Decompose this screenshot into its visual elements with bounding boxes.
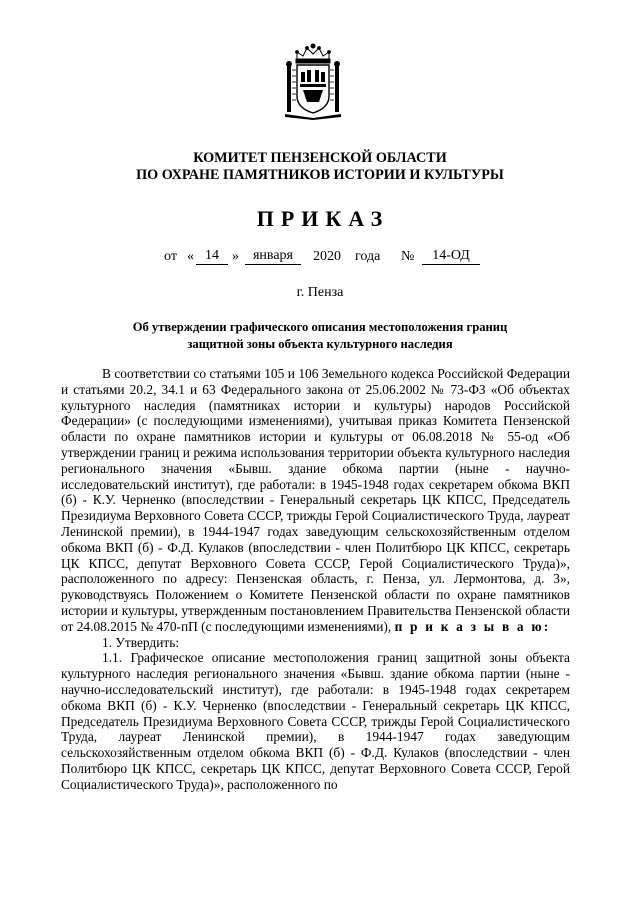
quote-close: » bbox=[232, 249, 239, 264]
organization-name-line2: ПО ОХРАНЕ ПАМЯТНИКОВ ИСТОРИИ И КУЛЬТУРЫ bbox=[136, 167, 504, 183]
document-body bbox=[61, 366, 570, 793]
date-month: января bbox=[245, 248, 301, 265]
preamble-text: В соответствии со статьями 105 и 106 Земельного кодекса Российской Федерации и статьями 20.2, 34.1 и 63 Федерального закона от 25.06.2002 № 73-ФЗ «Об объектах культурного наследия (памятниках истории и культуры) народов Российской Федерации» (с последующими изменениями), учитывая приказ Комитета Пензенской области по охране памятников истории и культуры от 06.08.2018 № 55-од «Об утверждении границ и режима использования территории объекта культурного наследия регионального значения «Бывш. здание обкома партии (ныне - научно-исследовательский институт), где работали: в 1945-1948 годах секретарем обкома ВКП (б) - К.У. Черненко (впоследствии - Генеральный секретарь ЦК КПСС, Председатель Президиума Верховного Совета СССР, трижды Герой Социалистического Труда, лауреат Ленинской премии), в 1944-1947 годах заведующим сельскохозяйственным отделом обкома ВКП (б) - Ф.Д. Кулаков (впоследствии - член Политбюро ЦК КПСС, секретарь ЦК КПСС, депутат Верховного Совета СССР, Герой Социалистического Труда)», расположенного по адресу: Пензенская область, г. Пенза, ул. Лермонтова, д. 3», руководствуясь Положением о Комитете Пензенской области по охране памятников истории и культуры, утвержденным постановлением Правительства Пензенской области от 24.08.2015 № 470-пП (с последующими изменениями), bbox=[61, 366, 570, 634]
subject-line2: защитной зоны объекта культурного наследия bbox=[187, 337, 453, 351]
date-year: 2020 bbox=[313, 249, 341, 264]
city-name: г. Пенза bbox=[296, 285, 344, 300]
preamble-paragraph bbox=[61, 366, 570, 635]
document-number: 14-ОД bbox=[422, 248, 480, 265]
subject-line1: Об утверждении графического описания местоположения границ bbox=[132, 320, 508, 334]
year-word: года bbox=[355, 249, 381, 264]
item-1-1: 1.1. Графическое описание местоположения границ защитной зоны объекта культурного наследия регионального значения «Бывш. здание обкома партии (ныне - научно-исследовательский институт), где работали: в 1945-1948 годах секретарем обкома ВКП (б) - К.У. Черненко (впоследствии - Генеральный секретарь ЦК КПСС, Председатель Президиума Верховного Совета СССР, трижды Герой Социалистического Труда, лауреат Ленинской премии), в 1944-1947 годах заведующим сельскохозяйственным отделом обкома ВКП (б) - Ф.Д. Кулаков (впоследствии - член Политбюро ЦК КПСС, секретарь ЦК КПСС, депутат Верховного Совета СССР, Герой Социалистического Труда)», расположенного по bbox=[61, 650, 570, 792]
document-type-title: ПРИКАЗ bbox=[256, 206, 390, 231]
date-number-line bbox=[0, 248, 640, 268]
item-1: 1. Утвердить: bbox=[102, 634, 180, 650]
date-from-label: от bbox=[164, 249, 177, 264]
coat-of-arms-icon bbox=[283, 42, 343, 120]
date-day: 14 bbox=[196, 248, 228, 265]
quote-open: « bbox=[187, 249, 194, 264]
organization-name-line1: КОМИТЕТ ПЕНЗЕНСКОЙ ОБЛАСТИ bbox=[193, 150, 447, 166]
order-word: п р и к а з ы в а ю: bbox=[394, 618, 551, 634]
number-sign: № bbox=[401, 249, 415, 264]
